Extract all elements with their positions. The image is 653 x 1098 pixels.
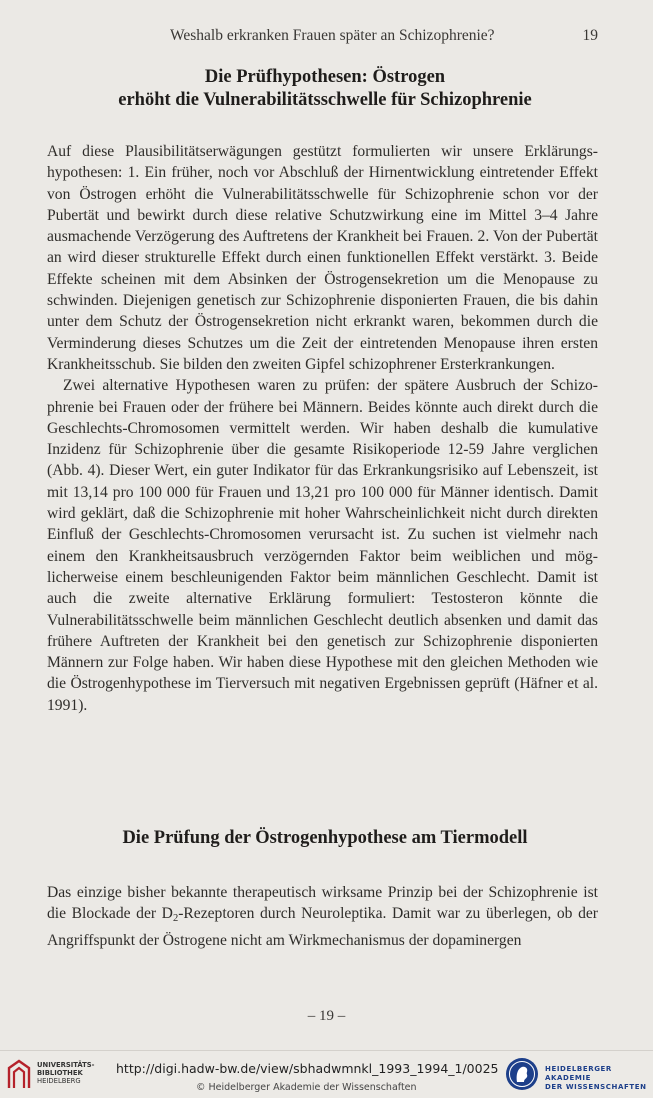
paragraph: Zwei alternative Hypothesen waren zu prüfen: der spätere Ausbruch der Schizophrenie bei Frauen oder der frühere bei Männern. Beides könnte auch direkt durch die Geschlechts-Chromosomen vermittelt werden. Wir haben deshalb die kumulative Inzidenz für Schizophrenie über die gesamte Risikoperiode 12-59 Jahre verglichen (Abb. 4). Dieser Wert, ein guter Indikator für das Erkrankungsrisiko auf Lebenszeit, ist mit 13,14 pro 100 000 für Frauen und 13,21 pro 100 000 für Männer identisch. Damit wird geklärt, daß die Schizophrenie mit hoher Wahrscheinlichkeit nicht durch direkten Einfluß der Geschlechts-Chromosomen verursacht ist. Zu suchen ist vielmehr nach einem den Krankheitsausbruch verzögernden Faktor beim weiblichen und möglicherweise einem beschleunigenden Faktor beim männlichen Geschlecht. Damit ist auch die zweite alternative Erklärung formuliert: Testosteron könnte die Vulnerabilitätsschwelle beim männlichen Geschlecht deutlich absenken und damit das frühere Auftreten der Krankheit bei den genetisch zur Schizophrenie disponierten Männern zur Folge haben. Wir haben diese Hypothese mit den gleichen Methoden wie die Östrogenhypothese im Tierversuch mit negativen Ergebnissen geprüft (Häfner et al. 1991). bbox=[47, 377, 598, 714]
heading-line-1: Die Prüfhypothesen: Östrogen bbox=[204, 67, 446, 87]
heading-line-2: erhöht die Vulnerabilitätsschwelle für Schizophrenie bbox=[118, 90, 532, 110]
paragraph-text-part1: Das einzige bisher bekannte therapeutisch wirksame Prinzip bei der Schizophrenie ist die Blockade der D bbox=[47, 884, 598, 923]
permalink-url[interactable]: http://digi.hadw-bw.de/view/sbhadwmnkl_1993_1994_1/0025 bbox=[116, 1061, 499, 1076]
academy-seal-icon[interactable] bbox=[505, 1057, 539, 1091]
library-name-line-3: HEIDELBERG bbox=[37, 1077, 81, 1085]
paragraph: Auf diese Plausibilitätserwägungen gestützt formulierten wir unsere Erklärungshypothesen: 1. Ein früher, noch vor Abschluß der Hirnentwicklung eintretender Effekt von Östrogen erhöht die Vulnerabilitätsschwelle für Schizophrenie schon vor der Pubertät und bewirkt durch diese relative Schutzwirkung eine im Mittel 3–4 Jahre ausmachende Verzögerung des Auftretens der Krankheit bei Frauen. 2. Von der Pubertät an wird dieser strukturelle Effekt durch einen funktionellen Effekt verstärkt. 3. Beide Effekte scheinen mit dem Absinken der Östrogensekretion um die Menopause zu schwinden. Diejenigen genetisch zur Schizophrenie disponierten Frauen, die bis dahin unter dem Schutz der Östrogensekretion nicht erkrankt waren, bekommen durch die Verminderung dieses Schutzes um die Zeit der eintretenden Menopause ihren ersten Krankheitsschub. Sie bilden den zweiten Gipfel schizophrener Ersterkrankungen. bbox=[47, 143, 598, 373]
copyright-notice: © Heidelberger Akademie der Wissenschaften bbox=[196, 1082, 417, 1093]
section-heading-hypotheses bbox=[40, 66, 610, 112]
paragraph bbox=[47, 882, 598, 951]
academy-name-line-1: HEIDELBERGER AKADEMIE bbox=[545, 1065, 612, 1082]
digitization-footer-bar bbox=[0, 1050, 653, 1098]
subscript-2: 2 bbox=[172, 913, 179, 925]
page-footer-number: – 19 – bbox=[307, 1008, 346, 1024]
section-body-animal-model bbox=[47, 882, 598, 951]
academy-name-line-2: DER WISSENSCHAFTEN bbox=[545, 1083, 647, 1091]
section-body-hypotheses bbox=[47, 141, 598, 716]
library-name-line-2: BIBLIOTHEK bbox=[37, 1069, 83, 1077]
library-name-line-1: UNIVERSITÄTS- bbox=[37, 1061, 95, 1069]
university-library-logo-icon[interactable] bbox=[6, 1058, 32, 1091]
academy-name bbox=[545, 1065, 653, 1092]
running-head-title: Weshalb erkranken Frauen später an Schizophrenie? bbox=[170, 27, 495, 44]
paragraph-text-part2: -Rezeptoren durch Neuroleptika. Damit war zu überlegen, ob der Angriffspunkt der Östrogene nicht am Wirkmechanismus der dopaminergen bbox=[47, 905, 598, 949]
section-heading-animal-model: Die Prüfung der Östrogenhypothese am Tiermodell bbox=[122, 828, 528, 848]
university-library-name bbox=[37, 1061, 95, 1085]
running-head-page-number: 19 bbox=[582, 27, 598, 44]
